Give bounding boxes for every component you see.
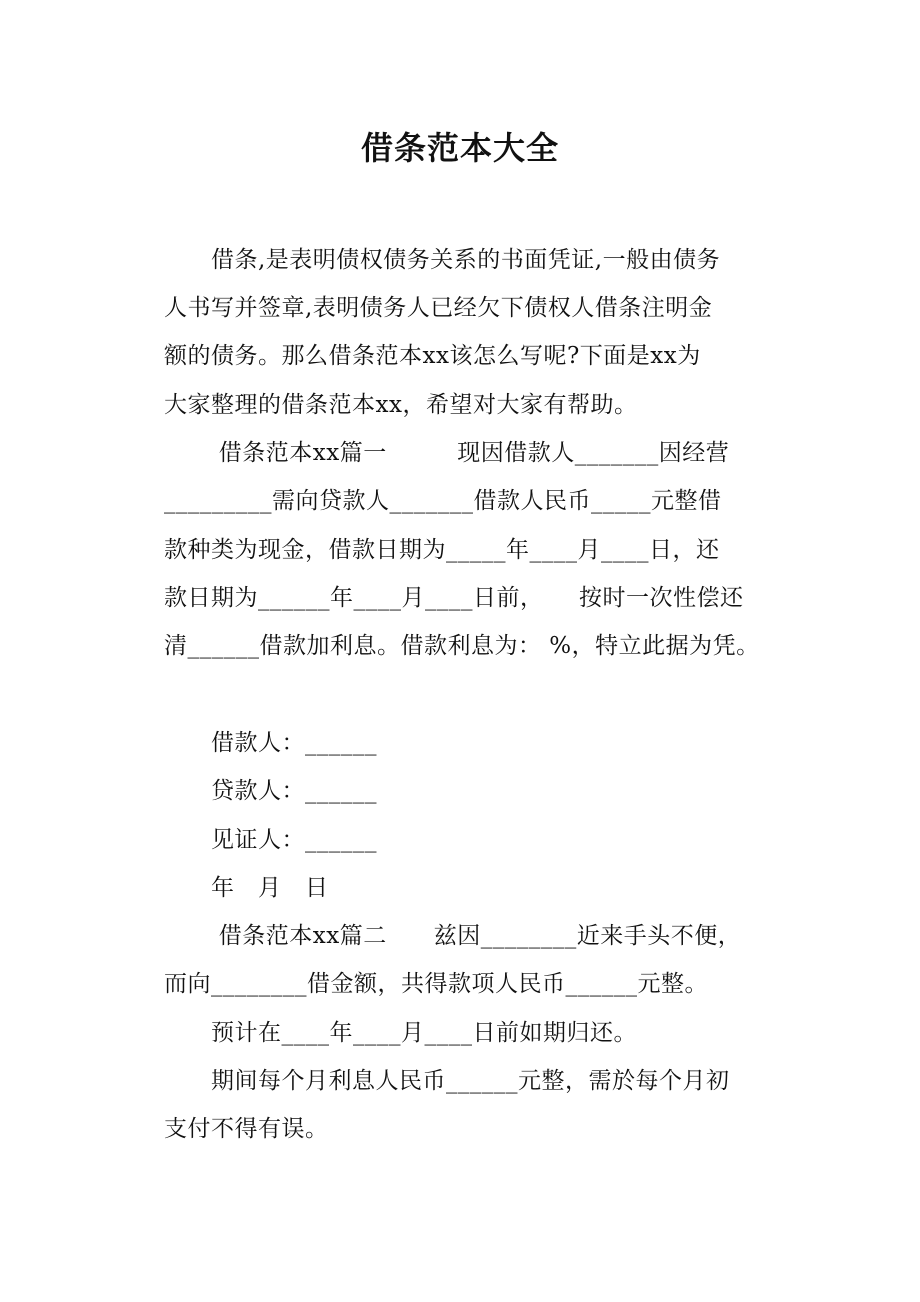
paragraph-line: _________需向贷款人_______借款人民币_____元整借 (164, 488, 722, 514)
paragraph-line: 款种类为现金，借款日期为_____年____月____日，还 (164, 537, 720, 563)
paragraph-line: 额的债务。那么借条范本xx该怎么写呢?下面是xx为 (164, 343, 701, 369)
paragraph-line: 借条,是表明债权债务关系的书面凭证,一般由债务 (164, 247, 721, 273)
paragraph-line: 清______借款加利息。借款利息为： %，特立此据为凭。 (164, 633, 760, 659)
paragraph-line: 而向________借金额，共得款项人民币______元整。 (164, 971, 708, 997)
paragraph-line: 借条范本xx篇一 现因借款人_______因经营 (164, 440, 730, 466)
paragraph-line: 期间每个月利息人民币______元整，需於每个月初 (164, 1068, 730, 1094)
date-line: 年 月 日 (164, 875, 329, 901)
signature-borrower: 借款人：______ (164, 730, 377, 756)
paragraph-line: 支付不得有误。 (164, 1116, 329, 1142)
signature-lender: 贷款人：______ (164, 778, 377, 804)
signature-witness: 见证人：______ (164, 827, 377, 853)
paragraph-line: 款日期为______年____月____日前， 按时一次性偿还 (164, 585, 744, 611)
paragraph-line: 人书写并签章,表明债务人已经欠下债权人借条注明金 (164, 295, 713, 321)
document-title: 借条范本大全 (360, 129, 559, 167)
paragraph-line: 预计在____年____月____日前如期归还。 (164, 1020, 637, 1046)
paragraph-line: 借条范本xx篇二 兹因________近来手头不便， (164, 923, 742, 949)
paragraph-line: 大家整理的借条范本xx，希望对大家有帮助。 (164, 392, 638, 418)
